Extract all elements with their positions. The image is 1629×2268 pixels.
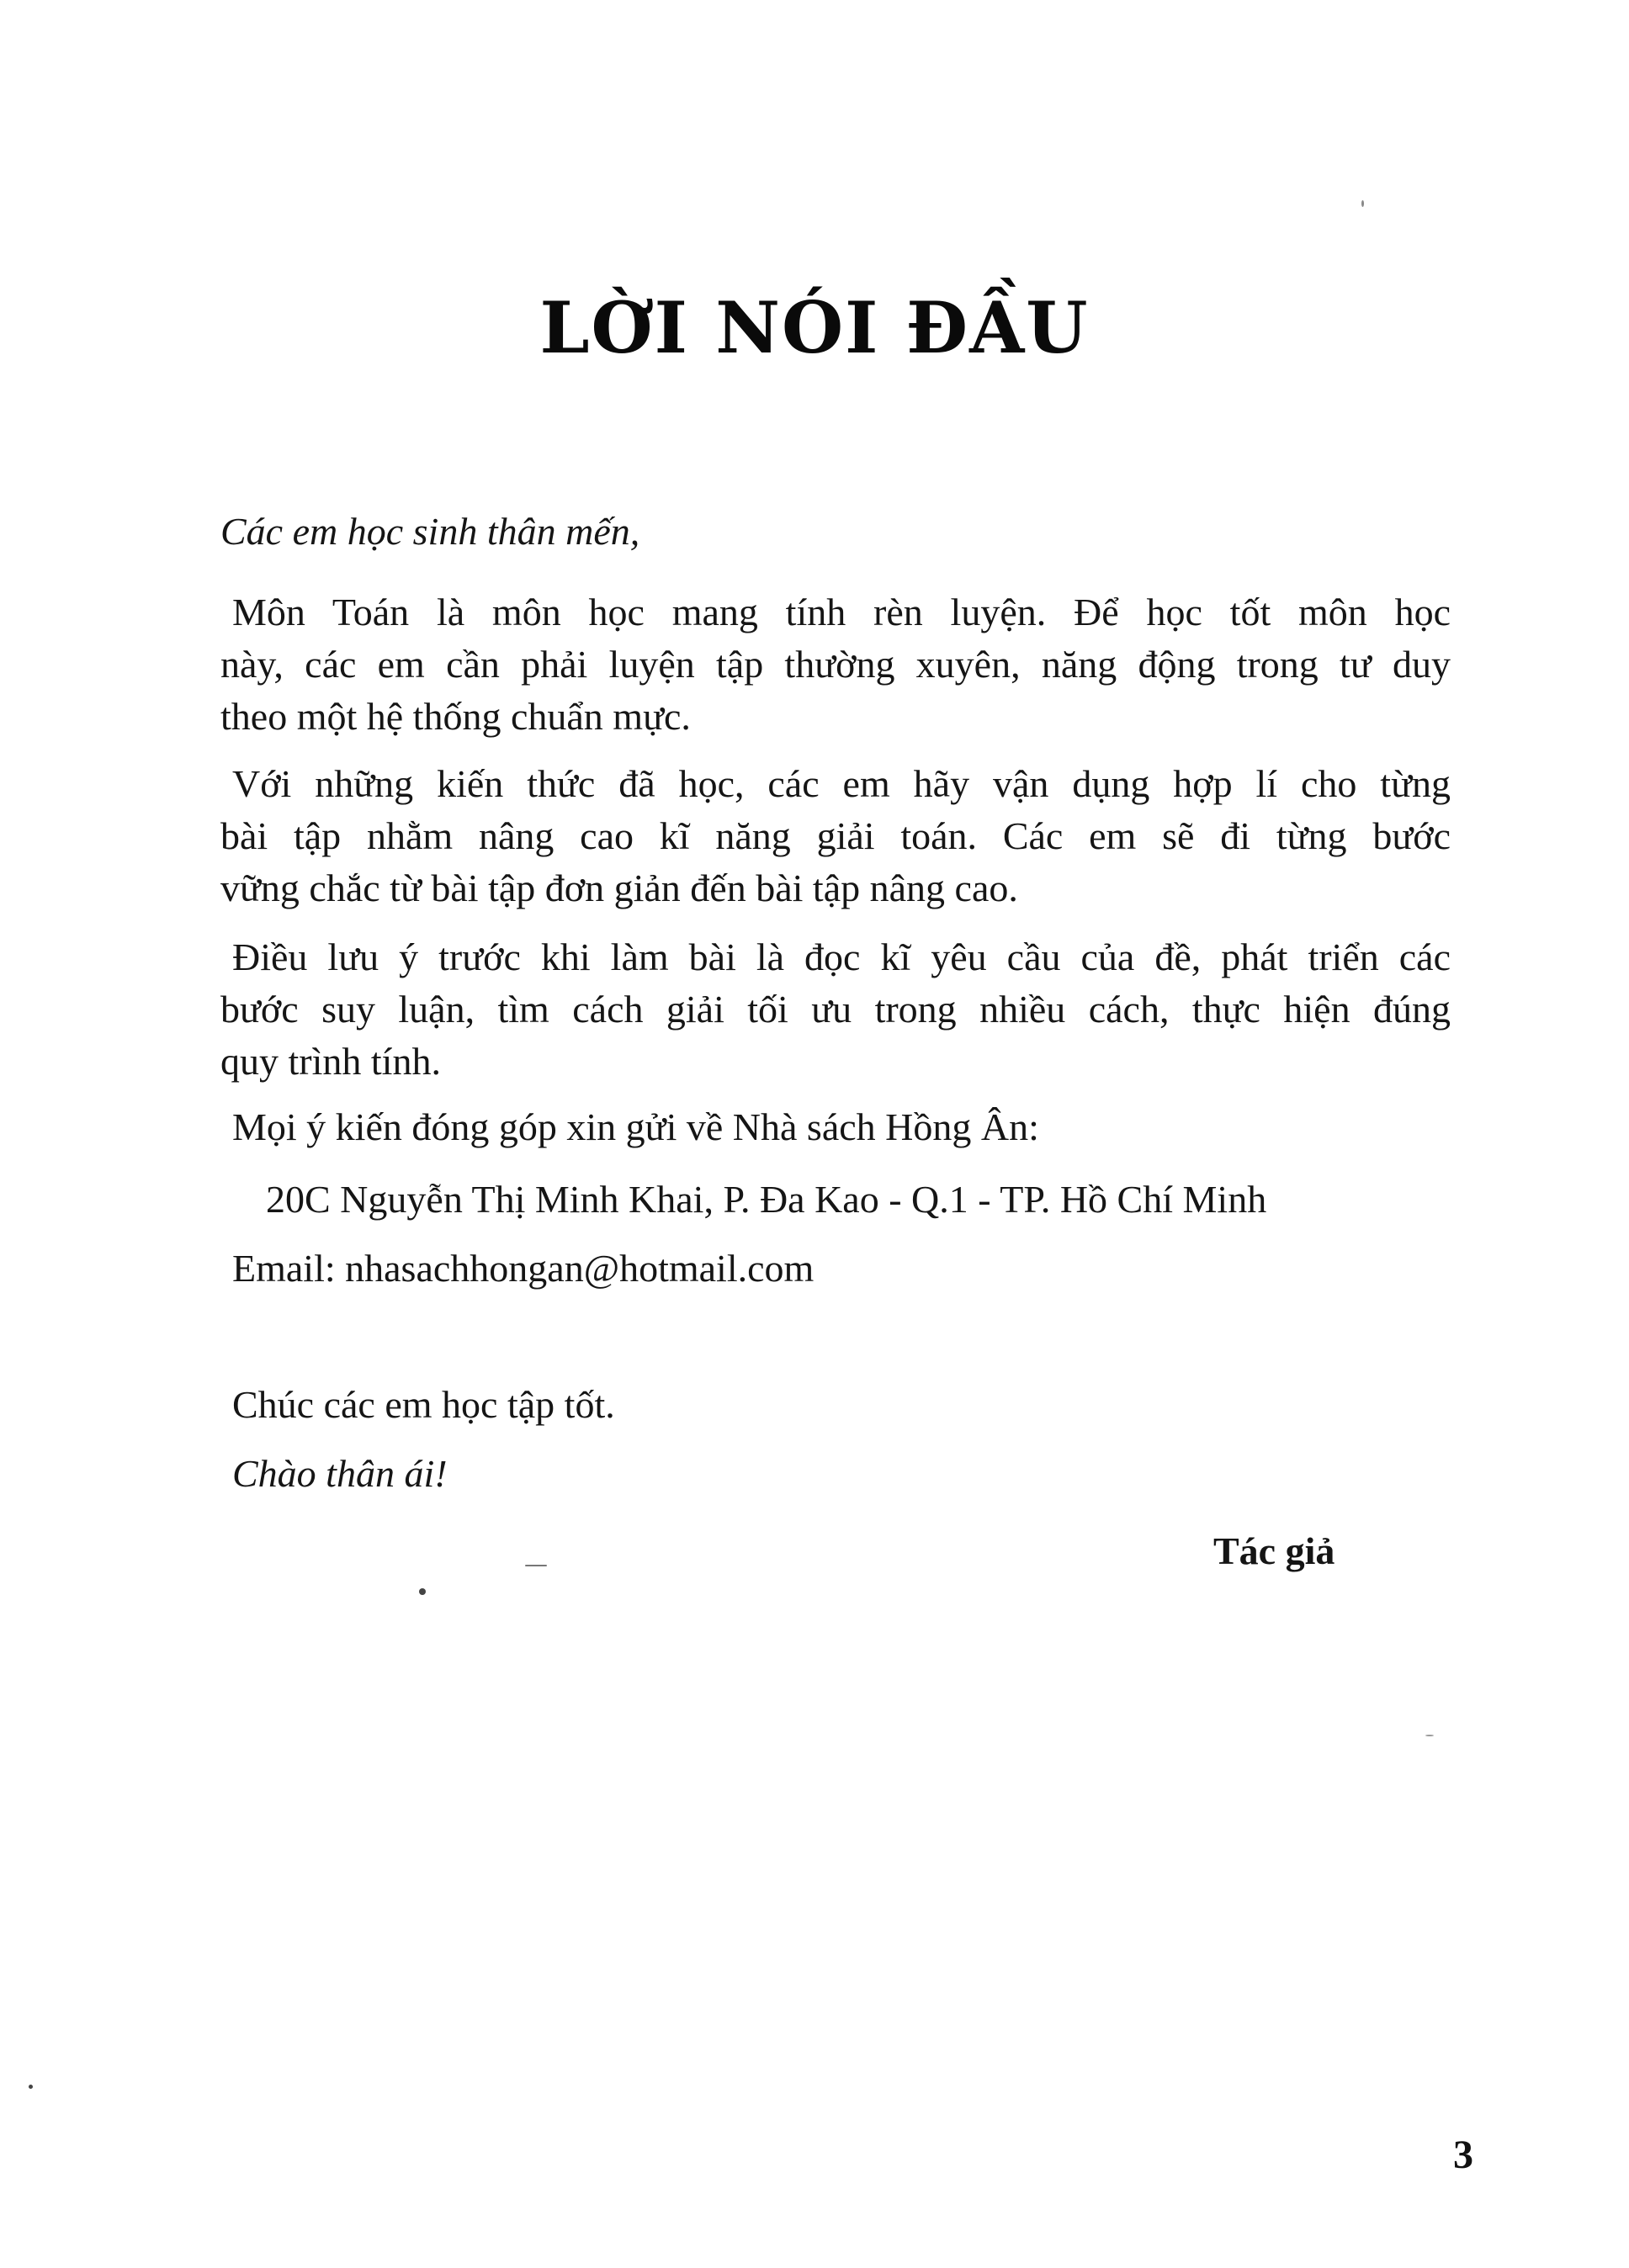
- contact-email: Email: nhasachhongan@hotmail.com: [232, 1247, 814, 1290]
- closing-wish: Chúc các em học tập tốt.: [232, 1383, 615, 1426]
- contact-address: 20C Nguyễn Thị Minh Khai, P. Đa Kao - Q.1 - TP. Hồ Chí Minh: [266, 1178, 1267, 1221]
- paragraph-1-line-1: Môn Toán là môn học mang tính rèn luyện. Để học tốt môn học: [232, 591, 1451, 633]
- scan-speck: [1361, 200, 1364, 207]
- scan-speck: [1425, 1735, 1434, 1736]
- scan-speck: [525, 1565, 547, 1566]
- author-signature: Tác giả: [1213, 1529, 1335, 1572]
- page-number: 3: [1453, 2133, 1473, 2177]
- paragraph-2-line-1: Với những kiến thức đã học, các em hãy vận dụng hợp lí cho từng: [232, 762, 1451, 805]
- paragraph-1-line-3: theo một hệ thống chuẩn mực.: [220, 695, 691, 738]
- scan-speck: [419, 1588, 426, 1595]
- closing-farewell: Chào thân ái!: [232, 1452, 448, 1495]
- paragraph-1-line-2: này, các em cần phải luyện tập thường xuyên, năng động trong tư duy: [220, 643, 1451, 686]
- paragraph-3-line-1: Điều lưu ý trước khi làm bài là đọc kĩ yêu cầu của đề, phát triển các: [232, 935, 1451, 978]
- greeting: Các em học sinh thân mến,: [220, 510, 640, 553]
- paragraph-3-line-3: quy trình tính.: [220, 1040, 441, 1083]
- paragraph-2-line-2: bài tập nhằm nâng cao kĩ năng giải toán. Các em sẽ đi từng bước: [220, 814, 1451, 857]
- contact-intro: Mọi ý kiến đóng góp xin gửi về Nhà sách Hồng Ân:: [232, 1105, 1039, 1148]
- scan-speck: [29, 2085, 33, 2089]
- paragraph-3-line-2: bước suy luận, tìm cách giải tối ưu trong nhiều cách, thực hiện đúng: [220, 988, 1451, 1031]
- page-title: LỜI NÓI ĐẦU: [539, 286, 1090, 369]
- paragraph-2-line-3: vững chắc từ bài tập đơn giản đến bài tập nâng cao.: [220, 866, 1018, 909]
